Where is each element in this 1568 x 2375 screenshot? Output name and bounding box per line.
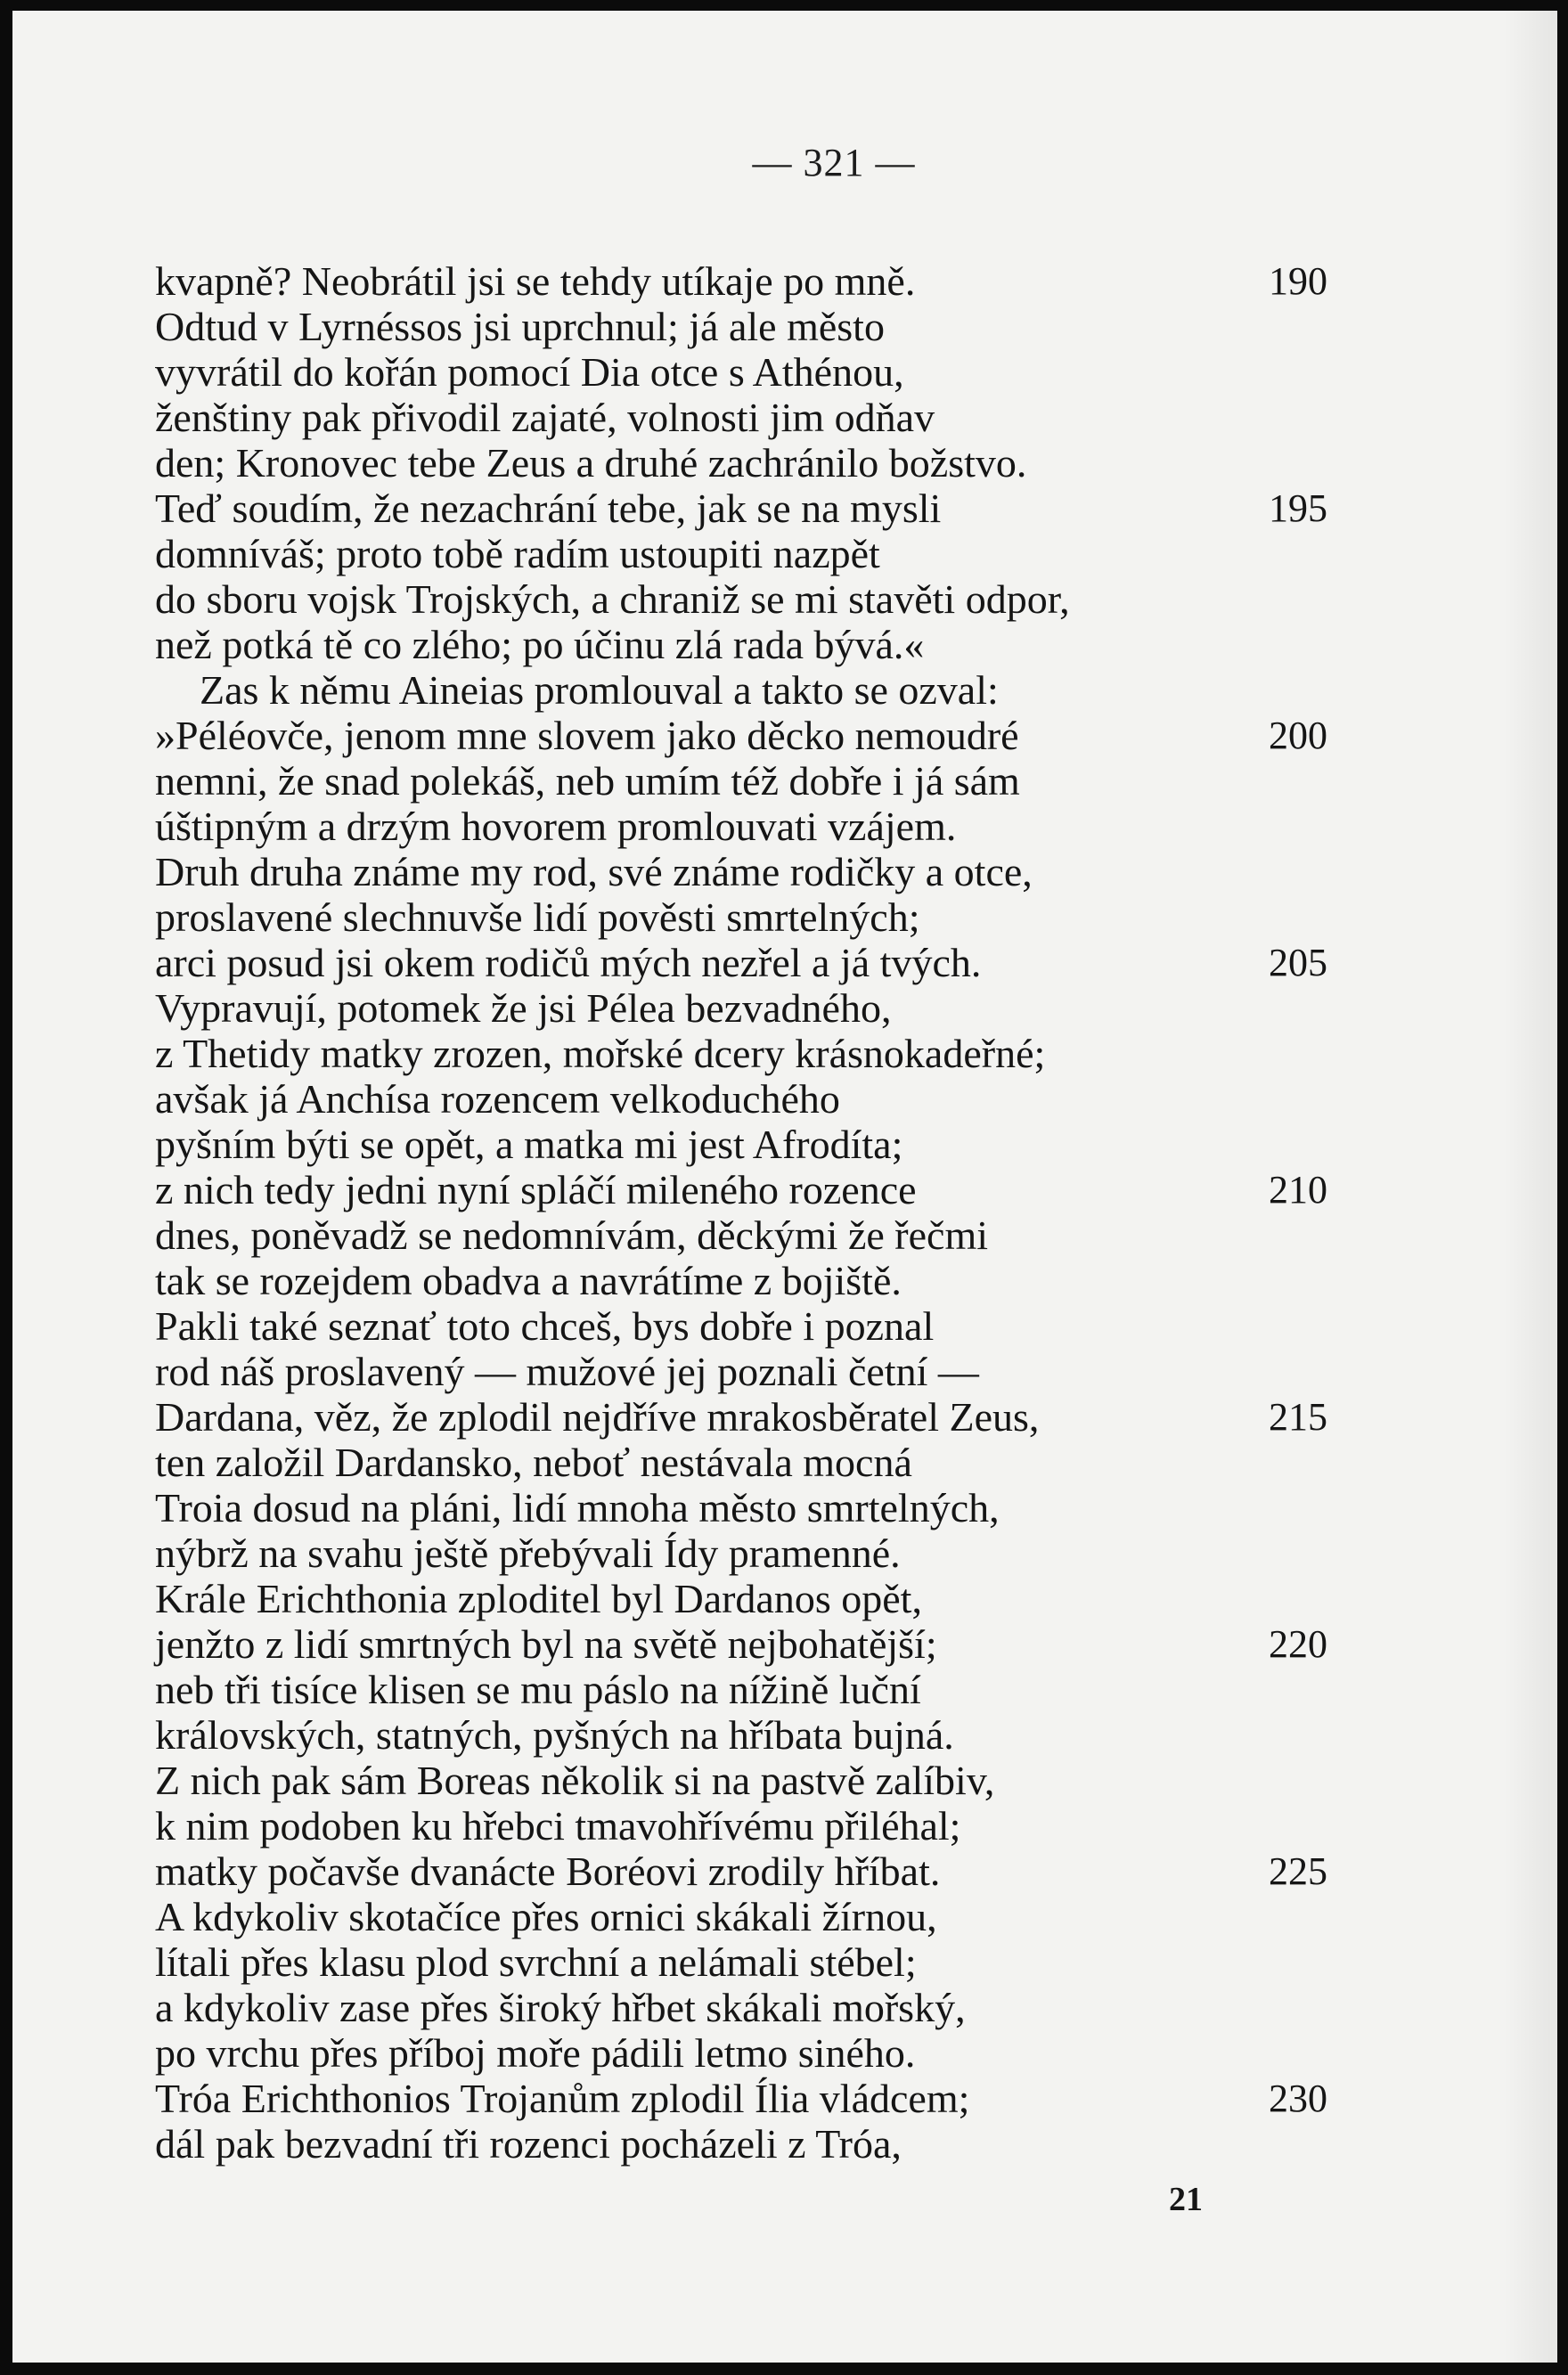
verse-text: pyšním býti se opět, a matka mi jest Afrodíta; [155,1122,903,1167]
verse-text: domníváš; proto tobě radím ustoupiti nazpět [155,531,880,576]
verse-line [155,1803,1349,1849]
verse-line [155,758,1349,804]
verse-line [155,1621,1349,1667]
verse-text: kvapně? Neobrátil jsi se tehdy utíkaje po mně. [155,258,916,304]
book-page [12,11,1557,2363]
verse-text: ten založil Dardansko, neboť nestávala mocná [155,1440,912,1485]
verse-line [155,1122,1349,1167]
verse-line [155,1076,1349,1122]
verse-text: nýbrž na svahu ještě přebývali Ídy pramenné. [155,1530,901,1576]
verse-line [155,1758,1349,1803]
verse-text: A kdykoliv skotačíce přes ornici skákali žírnou, [155,1894,937,1939]
line-number: 195 [1269,486,1327,530]
verse-line [155,1894,1349,1939]
verse-line [155,622,1349,667]
verse-text: Teď soudím, že nezachrání tebe, jak se na mysli [155,486,942,531]
page-number: — 321 — [752,141,916,184]
verse-text: dál pak bezvadní tři rozenci pocházeli z Tróa, [155,2121,902,2167]
verse-text: tak se rozejdem obadva a navrátíme z bojiště. [155,1258,902,1303]
verse-line [155,2076,1349,2121]
verse-line [155,849,1349,894]
verse-text: neb tři tisíce klisen se mu páslo na nížině luční [155,1667,921,1712]
verse-text: úštipným a drzým hovorem promlouvati vzájem. [155,804,957,849]
verse-line [155,1394,1349,1440]
verse-text: »Péléovče, jenom mne slovem jako děcko nemoudré [155,713,1019,758]
poem-text [155,258,1349,2167]
verse-line [155,985,1349,1031]
verse-line [155,1440,1349,1485]
verse-text: ženštiny pak přivodil zajaté, volnosti jim odňav [155,395,935,440]
verse-line [155,1303,1349,1349]
verse-text: matky počavše dvanácte Boréovi zrodily hříbat. [155,1849,941,1894]
verse-line [155,804,1349,849]
verse-line [155,1258,1349,1303]
verse-line [155,1576,1349,1621]
line-number: 190 [1269,259,1327,303]
line-number: 215 [1269,1395,1327,1439]
verse-line [155,258,1349,304]
verse-line [155,440,1349,486]
verse-text: Vypravují, potomek že jsi Pélea bezvadného, [155,985,892,1031]
verse-text: proslavené slechnuvše lidí pověsti smrtelných; [155,894,920,940]
verse-line [155,1485,1349,1530]
signature-mark: 21 [1169,2181,1203,2218]
verse-line [155,1167,1349,1212]
line-number: 225 [1269,1849,1327,1893]
verse-text: Tróa Erichthonios Trojanům zplodil Ília vládcem; [155,2076,970,2121]
verse-text: nemni, že snad polekáš, neb umím též dobře i já sám [155,758,1020,804]
verse-line [155,1349,1349,1394]
verse-line [155,1031,1349,1076]
verse-text: a kdykoliv zase přes široký hřbet skákali mořský, [155,1985,966,2030]
verse-line [155,894,1349,940]
verse-line [155,531,1349,576]
verse-text: Z nich pak sám Boreas několik si na pastvě zalíbiv, [155,1758,995,1803]
verse-text: po vrchu přes příboj moře pádili letmo siného. [155,2030,916,2076]
verse-line [155,576,1349,622]
line-number: 230 [1269,2077,1327,2120]
verse-text: k nim podoben ku hřebci tmavohřívému přiléhal; [155,1803,961,1849]
verse-text: Troia dosud na pláni, lidí mnoha město smrtelných, [155,1485,1000,1530]
verse-line [155,2030,1349,2076]
verse-text: avšak já Anchísa rozencem velkoduchého [155,1076,840,1122]
verse-text: do sboru vojsk Trojských, a chraniž se mi stavěti odpor, [155,576,1070,622]
verse-text: Krále Erichthonia zploditel byl Dardanos opět, [155,1576,922,1621]
line-number: 200 [1269,714,1327,757]
verse-text: Dardana, věz, že zplodil nejdříve mrakosběratel Zeus, [155,1394,1040,1440]
verse-line [155,1212,1349,1258]
verse-text: dnes, poněvadž se nedomnívám, děckými že řečmi [155,1212,989,1258]
verse-line [155,1667,1349,1712]
verse-line [155,713,1349,758]
verse-text: vyvrátil do kořán pomocí Dia otce s Athénou, [155,349,904,395]
line-number: 220 [1269,1622,1327,1666]
verse-line [155,1849,1349,1894]
verse-line [155,1985,1349,2030]
line-number: 205 [1269,941,1327,984]
verse-line [155,349,1349,395]
verse-line [155,1939,1349,1985]
verse-text: lítali přes klasu plod svrchní a nelámali stébel; [155,1939,917,1985]
verse-text: rod náš proslavený — mužové jej poznali četní — [155,1349,979,1394]
verse-line [155,304,1349,349]
verse-line [155,667,1349,713]
verse-line [155,1712,1349,1758]
verse-line [155,395,1349,440]
verse-line [155,2121,1349,2167]
verse-text: arci posud jsi okem rodičů mých nezřel a já tvých. [155,940,982,985]
verse-line [155,486,1349,531]
verse-text: jenžto z lidí smrtných byl na světě nejbohatější; [155,1621,937,1667]
verse-text: z nich tedy jedni nyní spláčí mileného rozence [155,1167,917,1212]
verse-text: Druh druha známe my rod, své známe rodičky a otce, [155,849,1033,894]
verse-text: den; Kronovec tebe Zeus a druhé zachránilo božstvo. [155,440,1027,486]
verse-line [155,1530,1349,1576]
verse-text: Zas k němu Aineias promlouval a takto se ozval: [200,667,999,713]
verse-text: královských, statných, pyšných na hříbata bujná. [155,1712,954,1758]
verse-text: z Thetidy matky zrozen, mořské dcery krásnokadeřné; [155,1031,1046,1076]
verse-line [155,940,1349,985]
verse-text: Pakli také seznať toto chceš, bys dobře i poznal [155,1303,935,1349]
verse-text: než potká tě co zlého; po účinu zlá rada bývá.« [155,622,925,667]
page-edge-shadow [1504,11,1557,2363]
line-number: 210 [1269,1168,1327,1212]
verse-text: Odtud v Lyrnéssos jsi uprchnul; já ale město [155,304,885,349]
